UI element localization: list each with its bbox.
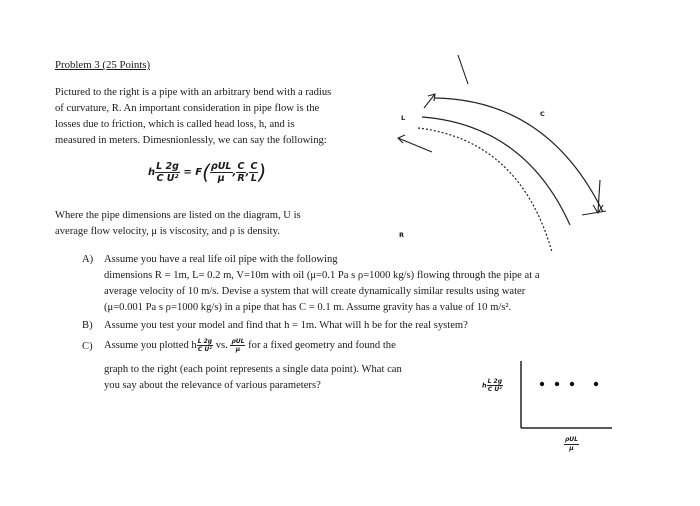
part-c-line: graph to the right (each point represents a single data point). What can: [104, 364, 402, 375]
pipe-end-tick-bottom: [582, 211, 606, 215]
part-b-line: Assume you test your model and find that h = 1m. What will h be for the real system?: [104, 320, 468, 331]
C-arrow: [598, 180, 600, 212]
label-C: C: [540, 110, 545, 118]
part-c-marker: C): [82, 341, 93, 352]
part-a-line: dimensions R = 1m, L= 0.2 m, V=10m with oil (μ=0.1 Pa s ρ=1000 kg/s) flowing through the pipe at a: [104, 270, 540, 281]
intro-line: Pictured to the right is a pipe with an arbitrary bend with a radius: [55, 87, 332, 98]
eq-F: F: [195, 167, 203, 178]
eq-CL-fraction: $\frac{C}{L}$: [250, 160, 258, 184]
graph-point: [555, 382, 559, 386]
part-a-marker: A): [82, 254, 94, 265]
part-a-line: (μ=0.001 Pa s ρ=1000 kg/s) in a pipe that has C = 0.1 m. Assume gravity has a value of 10 m/s².: [104, 302, 512, 313]
part-c-line: you say about the relevance of various parameters?: [104, 380, 321, 391]
part-a-line: Assume you have a real life oil pipe with the following: [104, 254, 338, 265]
radius-arrow: [398, 138, 432, 152]
graph-x-label: $\frac{\text{ρUL}}{\mu}$: [565, 436, 578, 452]
part-c-line-1: Assume you plotted h $\frac{L 2g}{\text{C U²}}$ vs. $\frac{\text{ρUL}}{\mu}$ for a fixed geometry and found the: [104, 338, 396, 354]
graph-point: [594, 382, 598, 386]
where-line: Where the pipe dimensions are listed on the diagram, U is: [55, 210, 301, 221]
part-b-marker: B): [82, 320, 93, 331]
label-R: R: [399, 231, 405, 239]
pipe-end-tick: [458, 55, 468, 84]
part-c-frac-1: $\frac{L 2g}{\text{C U²}}$: [197, 338, 213, 354]
eq-reynolds-fraction: $\frac{\text{ρUL}}{\mu}$: [210, 160, 232, 184]
part-a-line: average velocity of 10 m/s. Devise a system that will create dynamically similar results using water: [104, 286, 526, 297]
eq-CR-fraction: $\frac{C}{R}$: [237, 160, 245, 184]
label-L: L: [401, 114, 406, 122]
eq-h: h: [148, 167, 156, 178]
part-c-frac-2: $\frac{\text{ρUL}}{\mu}$: [231, 338, 245, 354]
graph-y-label: h $\frac{L 2g}{\text{C U²}}$: [482, 378, 503, 393]
graph-point: [570, 382, 574, 386]
eq-lhs-fraction: $\frac{L 2g}{\text{C U²}}$: [156, 160, 179, 184]
pipe-inner-wall: [422, 117, 570, 225]
problem-title: Problem 3 (25 Points): [55, 59, 151, 71]
intro-line: measured in meters. Dimesnionlessly, we can say the following:: [55, 135, 327, 146]
eq-equals: =: [183, 167, 192, 178]
graph-point: [540, 382, 544, 386]
intro-line: of curvature, R. An important consideration in pipe flow is the: [55, 103, 320, 114]
intro-line: losses due to friction, which is called head loss, h, and is: [55, 119, 295, 130]
where-line: average flow velocity, μ is viscosity, and ρ is density.: [55, 226, 280, 237]
head-loss-equation: h $\frac{L 2g}{\text{C U²}}$ = F( $\frac{\text{ρUL}}{\mu}$ , $\frac{C}{R}$ , $\frac{C}{L}$ ): [148, 160, 267, 184]
pipe-centerline: [418, 128, 552, 252]
